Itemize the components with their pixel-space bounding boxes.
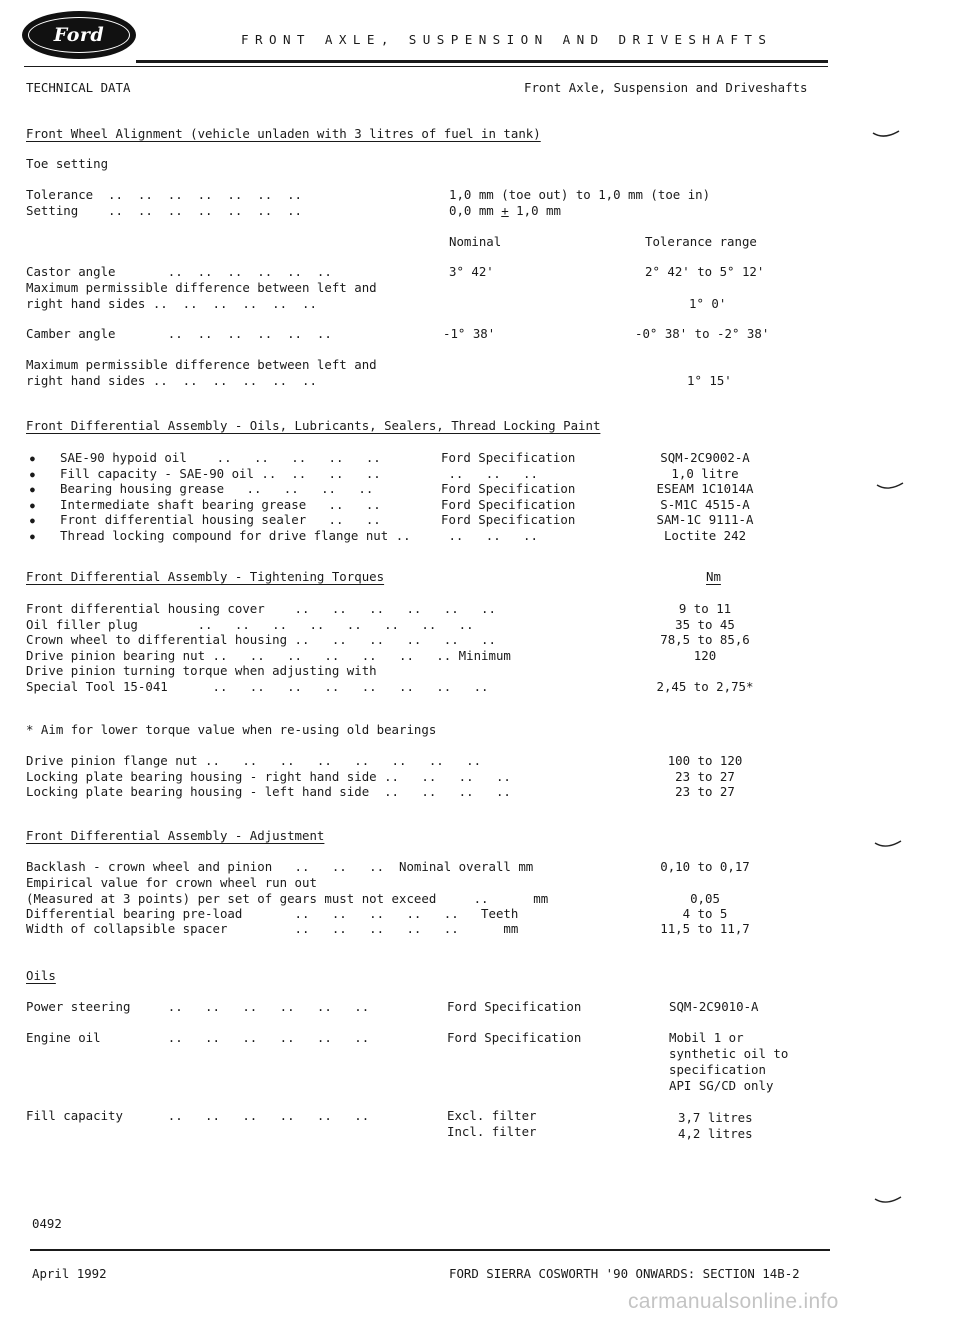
camber-difference-value: 1° 15' xyxy=(687,373,732,388)
torque-value: 2,45 to 2,75* xyxy=(656,678,754,694)
section-label-left: TECHNICAL DATA xyxy=(26,80,131,95)
header-rule-thin xyxy=(24,66,828,67)
torque-label: Crown wheel to differential housing .. .. .. .. .. .. xyxy=(26,632,496,647)
margin-mark-icon xyxy=(872,130,900,140)
ford-logo xyxy=(22,11,136,59)
torque-label: Drive pinion bearing nut .. .. .. .. .. .. .. Minimum xyxy=(26,647,511,663)
adjustment-value: 11,5 to 11,7 xyxy=(660,921,750,936)
lubricant-value: SQM-2C9002-A xyxy=(660,450,750,465)
engine-oil-value-2: synthetic oil to xyxy=(669,1046,789,1061)
engine-oil-value-3: specification xyxy=(669,1062,766,1077)
adjustment-label: Differential bearing pre-load .. .. .. .. .. Teeth xyxy=(26,906,519,921)
page-header-title: FRONT AXLE, SUSPENSION AND DRIVESHAFTS xyxy=(241,32,773,47)
torque-label: Front differential housing cover .. .. .. .. .. .. xyxy=(26,601,496,616)
castor-difference-line1: Maximum permissible difference between left and xyxy=(26,280,377,295)
adjustment-heading: Front Differential Assembly - Adjustment xyxy=(26,828,325,843)
camber-difference-line2: right hand sides .. .. .. .. .. .. xyxy=(26,373,317,388)
tolerance-value: 1,0 mm (toe out) to 1,0 mm (toe in) xyxy=(449,187,711,202)
camber-angle-nominal: -1° 38' xyxy=(443,326,496,341)
bullet-icon: ● xyxy=(30,485,35,494)
power-steering-value: SQM-2C9010-A xyxy=(669,999,759,1014)
torque-value: 23 to 27 xyxy=(675,768,735,784)
nominal-column-header: Nominal xyxy=(449,234,502,249)
adjustment-value: 0,05 xyxy=(690,891,720,906)
bullet-icon: ● xyxy=(30,531,35,541)
engine-oil-label: Engine oil .. .. .. .. .. .. xyxy=(26,1030,370,1045)
torque-label: Locking plate bearing housing - left hand side .. .. .. .. xyxy=(26,784,511,799)
lubricant-spec: Ford Specification xyxy=(441,496,576,512)
margin-mark-icon xyxy=(874,1196,902,1206)
header-rule xyxy=(136,60,828,63)
margin-mark-icon xyxy=(876,482,904,492)
camber-angle-range: -0° 38' to -2° 38' xyxy=(635,326,770,341)
bullet-icon: ● xyxy=(30,469,35,479)
fill-capacity-incl: Incl. filter xyxy=(447,1124,537,1139)
torques-unit: Nm xyxy=(706,569,721,584)
torque-label: Drive pinion turning torque when adjusting with xyxy=(26,663,377,678)
castor-angle-nominal: 3° 42' xyxy=(449,264,494,279)
torque-value: 78,5 to 85,6 xyxy=(660,632,750,647)
lubricant-spec: Ford Specification xyxy=(441,481,576,496)
fill-capacity-excl: Excl. filter xyxy=(447,1108,537,1123)
watermark: carmanualsonline.info xyxy=(628,1290,839,1313)
lubricant-label: SAE-90 hypoid oil .. .. .. .. .. xyxy=(60,450,381,465)
adjustment-label: (Measured at 3 points) per set of gears must not exceed .. mm xyxy=(26,891,549,906)
bullet-icon: ● xyxy=(30,454,35,463)
oils-heading: Oils xyxy=(26,968,56,983)
section-label-right: Front Axle, Suspension and Driveshafts xyxy=(524,80,808,95)
lubricant-spec: .. .. .. xyxy=(441,465,538,481)
adjustment-value: 4 to 5 xyxy=(682,906,728,921)
torque-value: 120 xyxy=(693,647,717,663)
lubricant-value: 1,0 litre xyxy=(671,465,739,481)
power-steering-label: Power steering .. .. .. .. .. .. xyxy=(26,999,370,1014)
ford-logo-ring xyxy=(28,17,130,53)
lubricant-value: Loctite 242 xyxy=(663,527,747,543)
document-code: 0492 xyxy=(32,1216,62,1231)
footer-date: April 1992 xyxy=(32,1266,107,1281)
adjustment-label: Empirical value for crown wheel run out xyxy=(26,875,317,890)
torque-value: 35 to 45 xyxy=(675,616,735,632)
lubricant-label: Bearing housing grease .. .. .. .. xyxy=(60,481,374,496)
torque-value: 100 to 120 xyxy=(667,753,743,768)
lubricant-value: S-M1C 4515-A xyxy=(660,496,750,512)
lubricant-label: Fill capacity - SAE-90 oil .. .. .. .. xyxy=(60,465,381,481)
castor-difference-line2: right hand sides .. .. .. .. .. .. xyxy=(26,296,317,311)
lubricant-spec: Ford Specification xyxy=(441,450,576,465)
torque-label: Locking plate bearing housing - right hand side .. .. .. .. xyxy=(26,768,511,784)
engine-oil-value-4: API SG/CD only xyxy=(669,1078,774,1093)
castor-difference-value: 1° 0' xyxy=(689,296,727,311)
camber-angle-label: Camber angle .. .. .. .. .. .. xyxy=(26,326,332,341)
lubricant-value: SAM-1C 9111-A xyxy=(656,512,754,527)
plus-minus-sign: + xyxy=(501,203,509,218)
toe-setting-label: Toe setting xyxy=(26,156,109,171)
adjustment-label: Backlash - crown wheel and pinion .. .. .. Nominal overall mm xyxy=(26,859,534,874)
fill-capacity-label: Fill capacity .. .. .. .. .. .. xyxy=(26,1108,370,1123)
power-steering-spec: Ford Specification xyxy=(447,999,582,1014)
torque-note: * Aim for lower torque value when re-using old bearings xyxy=(26,722,437,737)
torques-heading: Front Differential Assembly - Tightening Torques xyxy=(26,569,385,584)
tolerance-range-column-header: Tolerance range xyxy=(645,234,757,249)
torque-value: 23 to 27 xyxy=(675,784,735,799)
footer-rule xyxy=(30,1249,830,1251)
setting-value-main: 0,0 mm xyxy=(449,203,502,218)
lubricants-heading: Front Differential Assembly - Oils, Lubricants, Sealers, Thread Locking Paint xyxy=(26,418,601,433)
bullet-icon: ● xyxy=(30,500,35,510)
margin-mark-icon xyxy=(874,840,902,850)
camber-difference-line1: Maximum permissible difference between left and xyxy=(26,357,377,372)
castor-angle-range: 2° 42' to 5° 12' xyxy=(645,264,765,279)
engine-oil-spec: Ford Specification xyxy=(447,1030,582,1045)
castor-angle-label: Castor angle .. .. .. .. .. .. xyxy=(26,264,332,279)
torque-value: 9 to 11 xyxy=(678,601,732,616)
bullet-icon: ● xyxy=(30,516,35,525)
lubricant-spec: Ford Specification xyxy=(441,512,576,527)
setting-value xyxy=(449,203,561,219)
tolerance-label: Tolerance .. .. .. .. .. .. .. xyxy=(26,187,303,202)
torque-label: Special Tool 15-041 .. .. .. .. .. .. .. .. xyxy=(26,678,489,694)
fill-capacity-incl-value: 4,2 litres xyxy=(678,1126,753,1141)
adjustment-value: 0,10 to 0,17 xyxy=(660,859,750,874)
torque-label: Drive pinion flange nut .. .. .. .. .. .. .. .. xyxy=(26,753,482,768)
lubricant-label: Thread locking compound for drive flange nut .. xyxy=(60,527,411,543)
setting-label: Setting .. .. .. .. .. .. .. xyxy=(26,203,303,218)
adjustment-label: Width of collapsible spacer .. .. .. .. .. mm xyxy=(26,921,519,936)
alignment-heading: Front Wheel Alignment (vehicle unladen with 3 litres of fuel in tank) xyxy=(26,126,541,141)
lubricant-spec: .. .. .. xyxy=(441,527,538,543)
fill-capacity-excl-value: 3,7 litres xyxy=(678,1110,753,1125)
torque-label: Oil filler plug .. .. .. .. .. .. .. .. xyxy=(26,616,474,632)
footer-publication: FORD SIERRA COSWORTH '90 ONWARDS: SECTION 14B-2 xyxy=(449,1266,800,1281)
lubricant-label: Intermediate shaft bearing grease .. .. xyxy=(60,496,381,512)
lubricant-label: Front differential housing sealer .. .. xyxy=(60,512,381,527)
engine-oil-value-1: Mobil 1 or xyxy=(669,1030,744,1045)
setting-value-tolerance: 1,0 mm xyxy=(508,203,561,218)
ford-logo-text: Ford xyxy=(53,24,105,46)
lubricant-value: ESEAM 1C1014A xyxy=(656,481,754,496)
